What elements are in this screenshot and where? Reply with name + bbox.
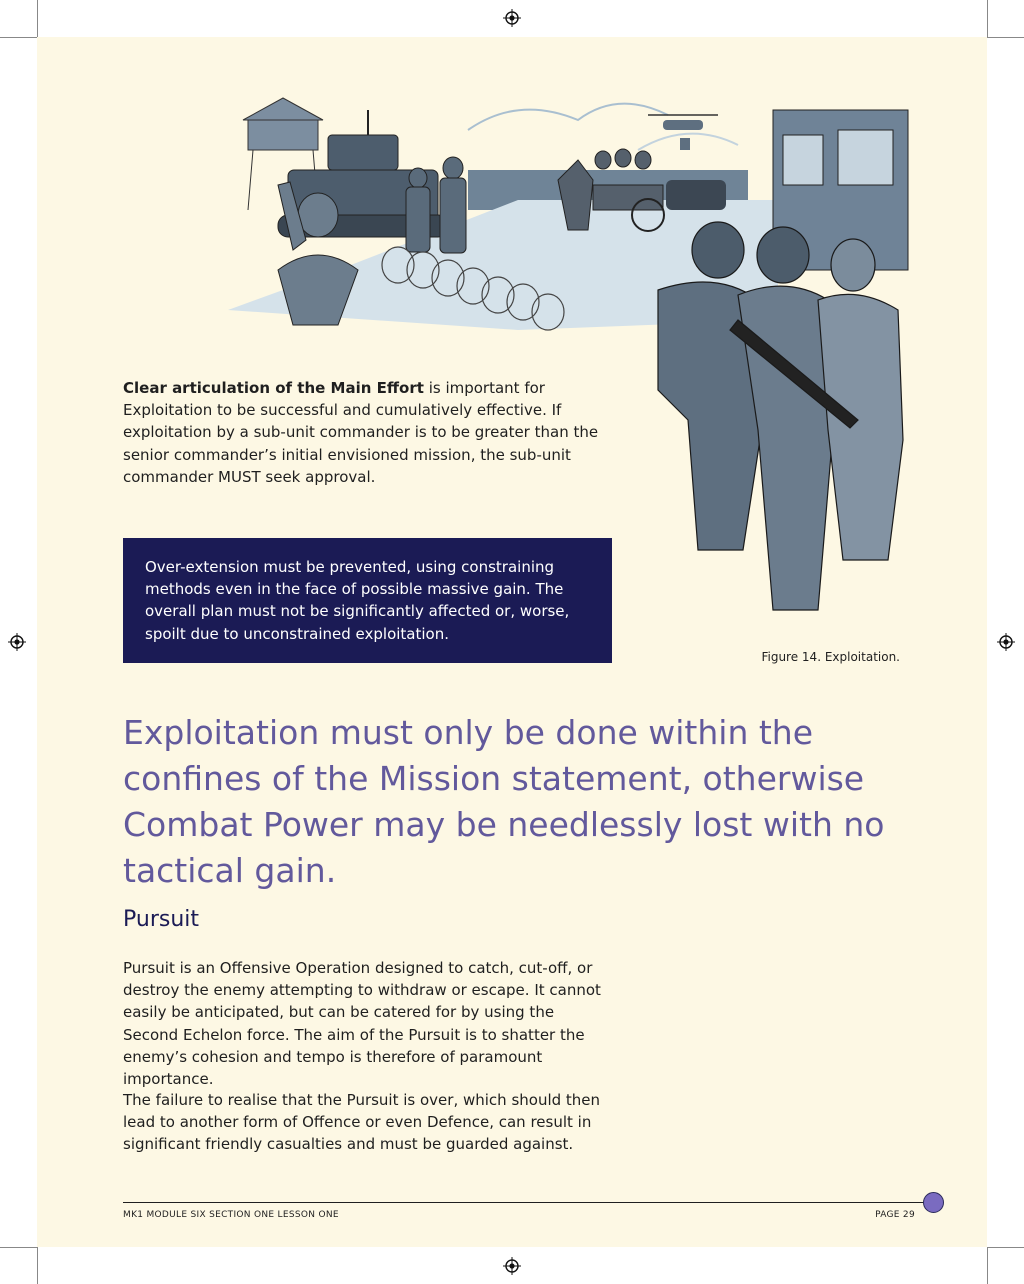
page-number: PAGE 29	[875, 1210, 915, 1220]
crop-mark	[0, 37, 37, 38]
footer-module-label: MK1 MODULE SIX SECTION ONE LESSON ONE	[123, 1210, 339, 1220]
intro-body: is important for Exploitation to be successful and cumulatively effective. If exploitation by a sub-unit commander is to be greater than the senior commander’s initial envisioned mission, the sub-unit commander MUST seek approval.	[123, 379, 599, 486]
pursuit-paragraph-1: Pursuit is an Offensive Operation designed to catch, cut-off, or destroy the enemy attempting to withdraw or escape. It cannot easily be anticipated, but can be catered for by using the Second Echelon force. The aim of the Pursuit is to shatter the enemy’s cohesion and tempo is therefore of paramount importance.	[123, 959, 601, 1089]
crop-mark	[987, 37, 1024, 38]
registration-mark-icon	[503, 9, 521, 27]
footer-dot-icon	[923, 1192, 944, 1213]
registration-mark-icon	[997, 633, 1015, 651]
pull-quote: Exploitation must only be done within the confines of the Mission statement, otherwise Combat Power may be needlessly lost with no tactical gain.	[123, 713, 885, 890]
registration-mark-icon	[503, 1257, 521, 1275]
figure-caption: Figure 14. Exploitation.	[761, 650, 900, 664]
section-heading: Pursuit	[123, 907, 200, 932]
registration-mark-icon	[8, 633, 26, 651]
crop-mark	[987, 1247, 1024, 1248]
crop-mark	[0, 1247, 37, 1248]
callout-text: Over-extension must be prevented, using constraining methods even in the face of possible massive gain. The overall plan must not be significantly affected or, worse, spoilt due to unconstrained exploitation.	[145, 558, 570, 643]
intro-paragraph	[123, 377, 603, 488]
crop-mark	[37, 1247, 38, 1284]
crop-mark	[987, 0, 988, 37]
footer-rule	[123, 1202, 933, 1203]
intro-bold-lead: Clear articulation of the Main Effort	[123, 379, 424, 397]
pursuit-paragraph-2: The failure to realise that the Pursuit is over, which should then lead to another form of Offence or even Defence, can result in significant friendly casualties and must be guarded against.	[123, 1091, 601, 1154]
crop-mark	[987, 1247, 988, 1284]
crop-mark	[37, 0, 38, 37]
